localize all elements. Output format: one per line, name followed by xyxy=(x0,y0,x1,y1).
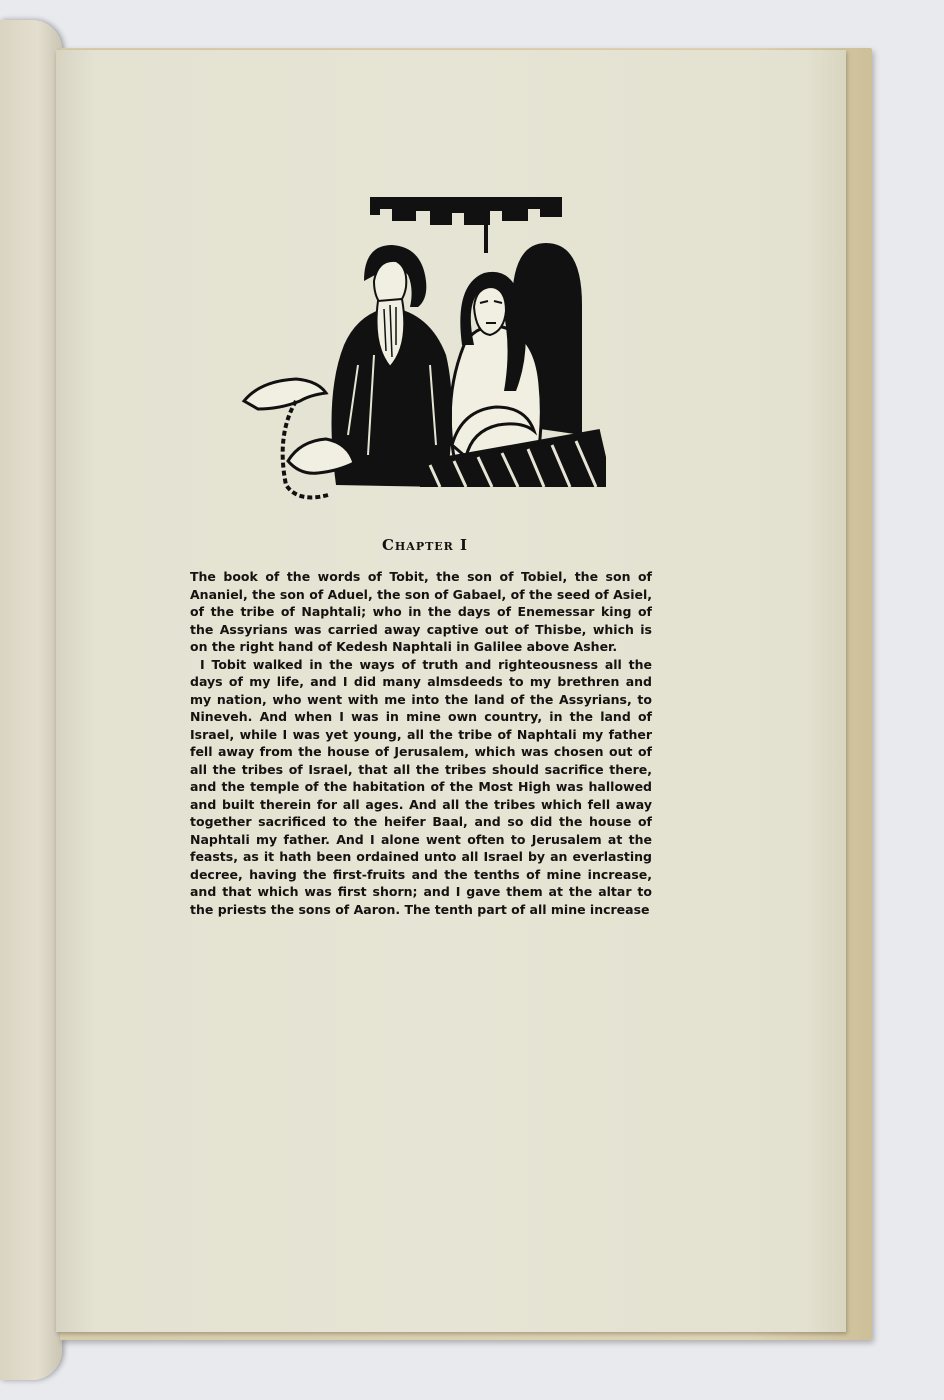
woodcut-illustration-icon xyxy=(240,195,608,505)
chapter-text xyxy=(190,568,652,918)
paragraph-1: The book of the words of Tobit, the son of Tobiel, the son of Ananiel, the son of Aduel, the son of Gabael, of the seed of Asiel, of the tribe of Naphtali; who in the days of Enemessar king of the Assyrians was carried away captive out of Thisbe, which is on the right hand of Kedesh Naphtali in Galilee above Asher. xyxy=(190,569,652,654)
facing-page-edge xyxy=(0,20,62,1380)
chapter-title: Chapter I xyxy=(381,536,469,554)
paragraph-2: I Tobit walked in the ways of truth and righteousness all the days of my life, and I did many almsdeeds to my brethren and my nation, who went with me into the land of the Assyrians, to Nineveh. And when I was in mine own country, in the land of Israel, while I was yet young, all the tribe of Naphtali my father fell away from the house of Jerusalem, which was chosen out of all the tribes of Israel, that all the tribes should sacrifice there, and the temple of the habitation of the Most High was hallowed and built therein for all ages. And all the tribes which fell away together sacrificed to the heifer Baal, and so did the house of Naphtali my father. And I alone went often to Jerusalem at the feasts, as it hath been ordained unto all Israel by an everlasting decree, having the first-fruits and the tenths of mine increase, and that which was first shorn; and I gave them at the altar to the priests the sons of Aaron. The tenth part of all mine increase xyxy=(190,656,652,917)
